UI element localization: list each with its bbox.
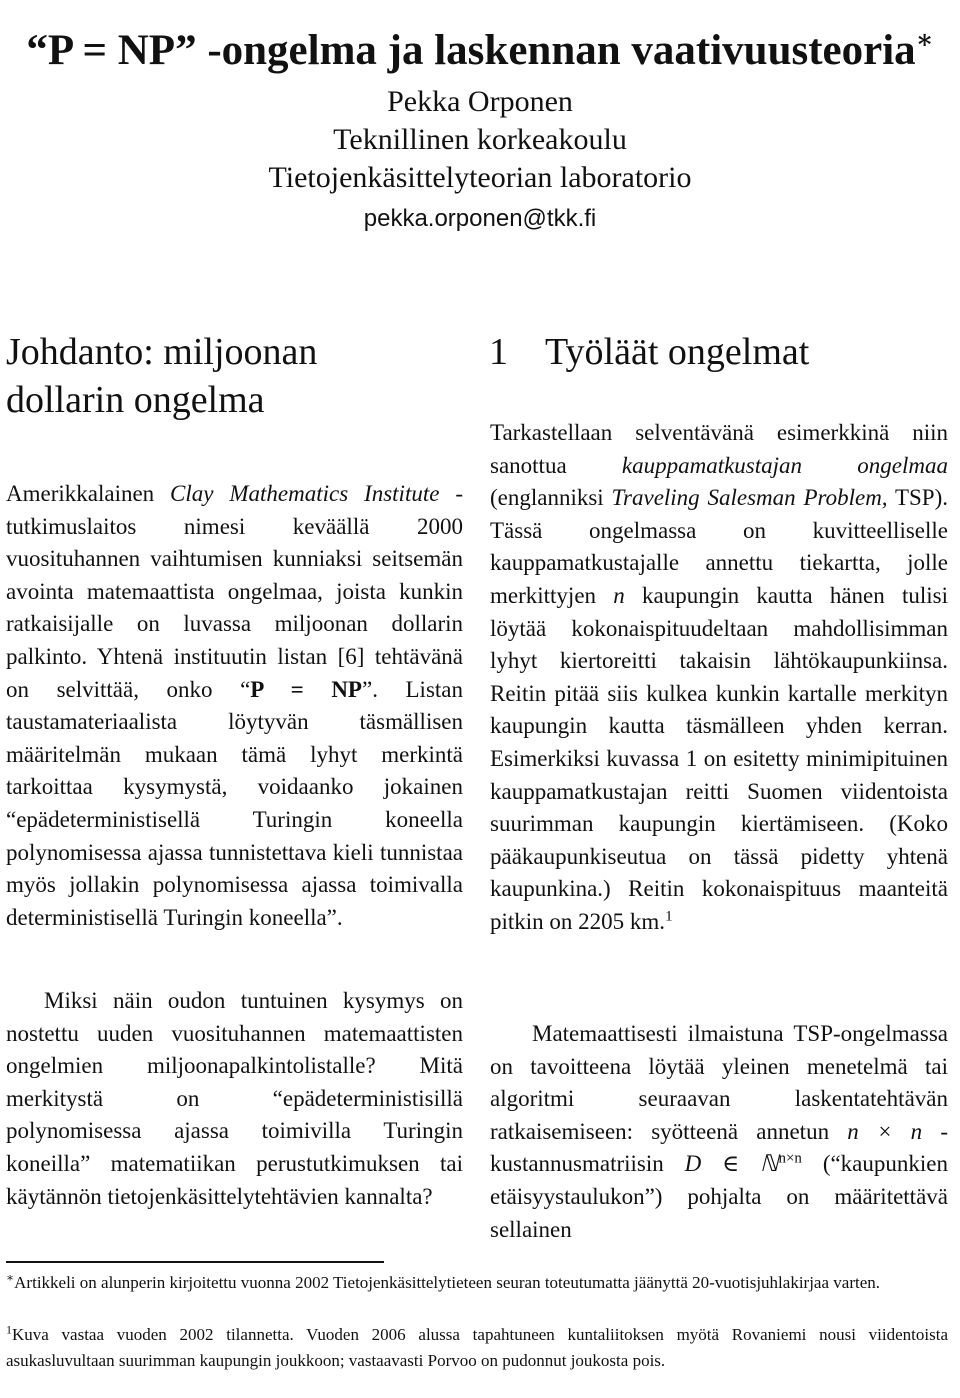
- footnote-1-mark: 1: [6, 1322, 12, 1337]
- p1-text-c: ”. Listan taustamateriaalista löytyvän täsmällisen määritelmän mukaan tämä lyhyt merkintä tarkoittaa kysymystä, voidaanko jokainen “epädeterministisellä Turingin koneella polynomisessa ajassa tunnistettava kieli tunnistaa myös jollakin polynomisessa ajassa toimivalla deterministisellä Turingin koneella”.: [6, 676, 463, 930]
- author-lab: Tietojenkäsittelyteorian laboratorio: [268, 161, 692, 194]
- author-affiliation: Teknillinen korkeakoulu: [333, 123, 627, 156]
- intro-paragraph-2: Miksi näin oudon tuntuinen kysymys on nostettu uuden vuosituhannen matemaattisten ongelmien miljoonapalkintolistalle? Mitä merkitystä on “epädeterministisillä polynomisessa ajassa toimivilla Turingin koneilla” matematiikan perustutkimuksen tai käytännön tietojenkäsittelytehtävien kannalta?: [6, 988, 463, 1209]
- p3-text-c: TSP). Tässä ongelmassa on kuvitteelliselle kauppamatkustajalle annettu tiekartta, jolle merkittyjen: [490, 485, 948, 608]
- p4-text-c: (“kaupunkien etäisyystaulukon”) pohjalta on määritettävä sellainen: [490, 1151, 948, 1242]
- footnote-ref-1: 1: [665, 908, 673, 925]
- p1-institute-name: Clay Mathematics Institute: [170, 481, 440, 506]
- footnote-star-mark: ∗: [6, 1270, 15, 1285]
- footnote-1: [6, 1322, 948, 1373]
- title-open-quote: “: [26, 26, 48, 74]
- section-number: 1: [489, 331, 508, 373]
- footnote-star-text: Artikkeli on alunperin kirjoitettu vuonna 2002 Tietojenkäsittelytieteen seuran toteutumatta jäänyttä 20-vuotisjuhlakirjaa varten.: [14, 1273, 881, 1292]
- p4-text-a: Matemaattisesti ilmaistuna TSP-ongelmassa on tavoitteena löytää yleinen menetelmä tai algoritmi seuraavan laskentatehtävän ratkaisemiseen: syötteenä annetun: [490, 1021, 948, 1144]
- title-p-eq-np: P = NP: [47, 26, 176, 74]
- p3-var-n: n: [613, 582, 625, 608]
- p4-text-b: -kustannusmatriisin: [490, 1118, 948, 1177]
- title-rest: -ongelma ja laskennan vaativuusteoria: [196, 26, 916, 74]
- section-title: Työläät ongelmat: [545, 331, 810, 373]
- section1-paragraph-2: [490, 1018, 948, 1246]
- p3-text-a: Tarkastellaan selventävänä esimerkkinä niin sanottua: [490, 420, 948, 478]
- p1-p-eq-np: P = NP: [250, 676, 362, 702]
- p3-term-tsp-fi: kauppamatkustajan ongelmaa: [621, 452, 948, 478]
- p1-text-a: Amerikkalainen: [6, 481, 171, 506]
- section-heading-1: [489, 328, 949, 376]
- paper-title: [0, 24, 960, 74]
- author-email: pekka.orponen@tkk.fi: [363, 205, 597, 232]
- footnote-divider: [6, 1261, 384, 1263]
- section1-paragraph-1: [490, 417, 948, 939]
- section-heading-introduction: Johdanto: miljoonan dollarin ongelma: [6, 331, 318, 421]
- author-name: Pekka Orponen: [387, 85, 573, 118]
- p4-math-n-by-n: n × n: [847, 1118, 923, 1144]
- p3-term-tsp-en: Traveling Salesman Problem,: [611, 485, 888, 511]
- p1-text-b: -tutkimuslaitos nimesi keväällä 2000 vuosituhannen vaihtumisen kunniaksi seitsemän avointa matemaattista ongelmaa, joista kunkin ratkaisijalle on luvassa miljoonan dollarin palkinto. Yhtenä instituutin listan [6] tehtävänä on selvittää, onko “: [6, 481, 463, 702]
- title-footnote-mark: ∗: [915, 24, 934, 54]
- p3-text-b: (englanniksi: [490, 485, 612, 511]
- title-close-quote: ”: [175, 26, 197, 74]
- p4-math-d-in-n: D ∈ ℕ: [684, 1151, 779, 1177]
- intro-paragraph-1: [6, 478, 463, 934]
- p4-math-exponent: n×n: [778, 1150, 802, 1167]
- footnote-1-text: Kuva vastaa vuoden 2002 tilannetta. Vuoden 2006 alussa tapahtuneen kuntaliitoksen myötä Rovaniemi nousi viidentoista asukasluvultaan suurimman kaupungin joukkoon; vastaavasti Porvoo on pudonnut joukosta pois.: [6, 1325, 948, 1370]
- p3-text-d: kaupungin kautta hänen tulisi löytää kokonaispituudeltaan mahdollisimman lyhyt kiertoreitti takaisin lähtökaupunkiinsa. Reitin pitää siis kulkea kunkin kartalle merkityn kaupungin kautta täsmälleen yhden kerran. Esimerkiksi kuvassa 1 on esitetty minimipituinen kauppamatkustajan reitti Suomen viidentoista suurimman kaupungin kiertämiseen. (Koko pääkaupunkiseutua on tässä pidetty yhtenä kaupunkina.) Reitin kokonaispituus maanteitä pitkin on 2205 km.: [490, 582, 948, 934]
- footnote-star: [6, 1270, 948, 1296]
